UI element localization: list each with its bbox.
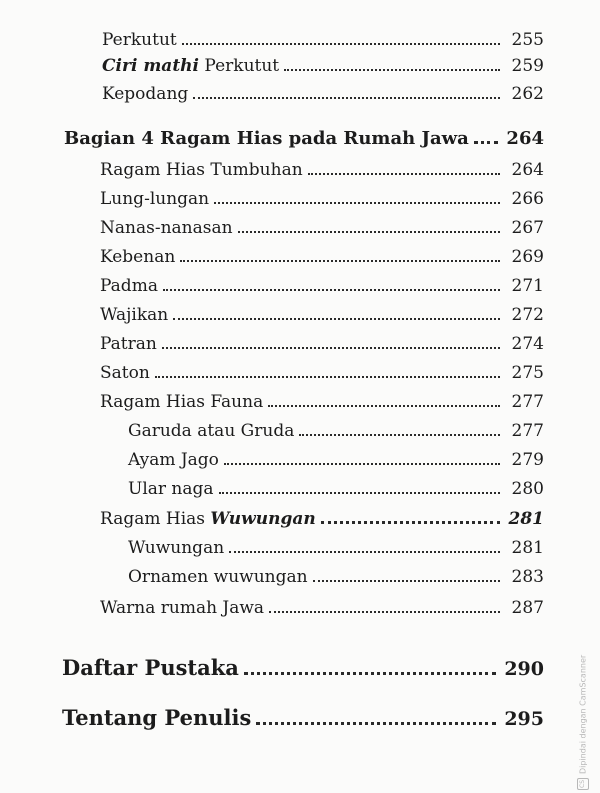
toc-page-number: 275 bbox=[511, 363, 544, 383]
toc-label: Ular naga bbox=[128, 479, 214, 499]
toc-entry-tentang-penulis bbox=[62, 705, 544, 730]
dot-leader bbox=[173, 318, 500, 320]
toc-page-number: 264 bbox=[511, 160, 544, 180]
toc-entry-patran bbox=[100, 334, 544, 354]
toc-entry-daftar-pustaka bbox=[62, 655, 544, 680]
toc-label: Perkutut bbox=[102, 30, 177, 50]
toc-entry-wuwungan bbox=[128, 538, 544, 558]
dot-leader bbox=[163, 289, 500, 291]
toc-page-number: 295 bbox=[504, 708, 544, 730]
toc-page-number: 280 bbox=[511, 479, 544, 499]
toc-label: Warna rumah Jawa bbox=[100, 598, 265, 618]
dot-leader bbox=[474, 141, 499, 144]
toc-label-rest: Perkutut bbox=[199, 56, 280, 76]
dot-leader bbox=[219, 492, 500, 494]
toc-entry-garuda bbox=[128, 421, 544, 441]
toc-label: Patran bbox=[100, 334, 157, 354]
toc-label: Wajikan bbox=[100, 305, 169, 325]
dot-leader bbox=[180, 260, 500, 262]
toc-page-number: 259 bbox=[511, 56, 544, 76]
dot-leader bbox=[313, 580, 500, 582]
dot-leader bbox=[321, 521, 500, 524]
toc-page-number: 279 bbox=[511, 450, 544, 470]
toc-label: Ragam Hias Fauna bbox=[100, 392, 264, 412]
toc-entry-ciri-mathi-perkutut bbox=[102, 56, 544, 76]
toc-page-number: 269 bbox=[511, 247, 544, 267]
toc-label: Ornamen wuwungan bbox=[128, 567, 308, 587]
toc-page-number: 267 bbox=[511, 218, 544, 238]
toc-page-number: 274 bbox=[511, 334, 544, 354]
toc-entry-ragam-hias-tumbuhan bbox=[100, 160, 544, 180]
toc-entry-ayam-jago bbox=[128, 450, 544, 470]
dot-leader bbox=[229, 551, 500, 553]
toc-entry-kepodang bbox=[102, 84, 544, 104]
toc-label: Saton bbox=[100, 363, 150, 383]
dot-leader bbox=[224, 463, 500, 465]
toc-section-title: Daftar Pustaka bbox=[62, 655, 239, 680]
watermark-text: Dipindai dengan CamScanner bbox=[578, 654, 588, 774]
toc-label: Nanas-nanasan bbox=[100, 218, 233, 238]
toc-label: Lung-lungan bbox=[100, 189, 210, 209]
toc-entry-kebenan bbox=[100, 247, 544, 267]
toc-page-number: 264 bbox=[506, 128, 544, 149]
toc-page-number: 290 bbox=[504, 658, 544, 680]
toc-page-number: 283 bbox=[511, 567, 544, 587]
toc-page-number: 281 bbox=[511, 538, 544, 558]
dot-leader bbox=[268, 405, 500, 407]
toc-section-title: Bagian 4 Ragam Hias pada Rumah Jawa bbox=[64, 128, 469, 149]
toc-entry-lung-lungan bbox=[100, 189, 544, 209]
toc-entry-ragam-hias-fauna bbox=[100, 392, 544, 412]
toc-label bbox=[102, 56, 279, 76]
toc-entry-nanas-nanasan bbox=[100, 218, 544, 238]
dot-leader bbox=[284, 69, 500, 71]
toc-entry-warna-rumah-jawa bbox=[100, 598, 544, 618]
toc-entry-perkutut bbox=[102, 30, 544, 50]
dot-leader bbox=[299, 434, 500, 436]
dot-leader bbox=[238, 231, 500, 233]
toc-page-number: 272 bbox=[511, 305, 544, 325]
toc-entry-wajikan bbox=[100, 305, 544, 325]
dot-leader bbox=[308, 173, 500, 175]
toc-label: Kebenan bbox=[100, 247, 176, 267]
camscanner-logo-icon: CS bbox=[577, 778, 589, 790]
toc-label: Padma bbox=[100, 276, 158, 296]
toc-page-number: 262 bbox=[511, 84, 544, 104]
dot-leader bbox=[256, 722, 496, 725]
toc-page-number: 277 bbox=[511, 392, 544, 412]
dot-leader bbox=[155, 376, 500, 378]
dot-leader bbox=[162, 347, 500, 349]
dot-leader bbox=[269, 611, 500, 613]
toc-label-italic: Ciri mathi bbox=[102, 56, 199, 76]
toc-label: Garuda atau Gruda bbox=[128, 421, 295, 441]
toc-entry-saton bbox=[100, 363, 544, 383]
toc-page-number: 287 bbox=[511, 598, 544, 618]
toc-entry-bagian-4 bbox=[64, 128, 544, 149]
toc-page-number: 255 bbox=[511, 30, 544, 50]
toc-entry-ornamen-wuwungan bbox=[128, 567, 544, 587]
toc-entry-ular-naga bbox=[128, 479, 544, 499]
dot-leader bbox=[244, 672, 496, 675]
toc-page-number: 281 bbox=[508, 509, 544, 529]
toc-label bbox=[100, 509, 316, 529]
toc-page-number: 277 bbox=[511, 421, 544, 441]
toc-page-number: 266 bbox=[511, 189, 544, 209]
scanner-watermark bbox=[576, 630, 590, 790]
toc-section-title: Tentang Penulis bbox=[62, 705, 252, 730]
toc-label: Ragam Hias Tumbuhan bbox=[100, 160, 303, 180]
dot-leader bbox=[193, 97, 500, 99]
dot-leader bbox=[182, 43, 500, 45]
toc-label: Ayam Jago bbox=[128, 450, 219, 470]
toc-entry-padma bbox=[100, 276, 544, 296]
toc-page-number: 271 bbox=[511, 276, 544, 296]
toc-label-italic: Wuwungan bbox=[210, 509, 316, 529]
dot-leader bbox=[214, 202, 500, 204]
toc-label: Wuwungan bbox=[128, 538, 225, 558]
toc-label: Kepodang bbox=[102, 84, 189, 104]
toc-label-rest: Ragam Hias bbox=[100, 509, 211, 529]
toc-entry-ragam-hias-wuwungan bbox=[100, 509, 544, 529]
